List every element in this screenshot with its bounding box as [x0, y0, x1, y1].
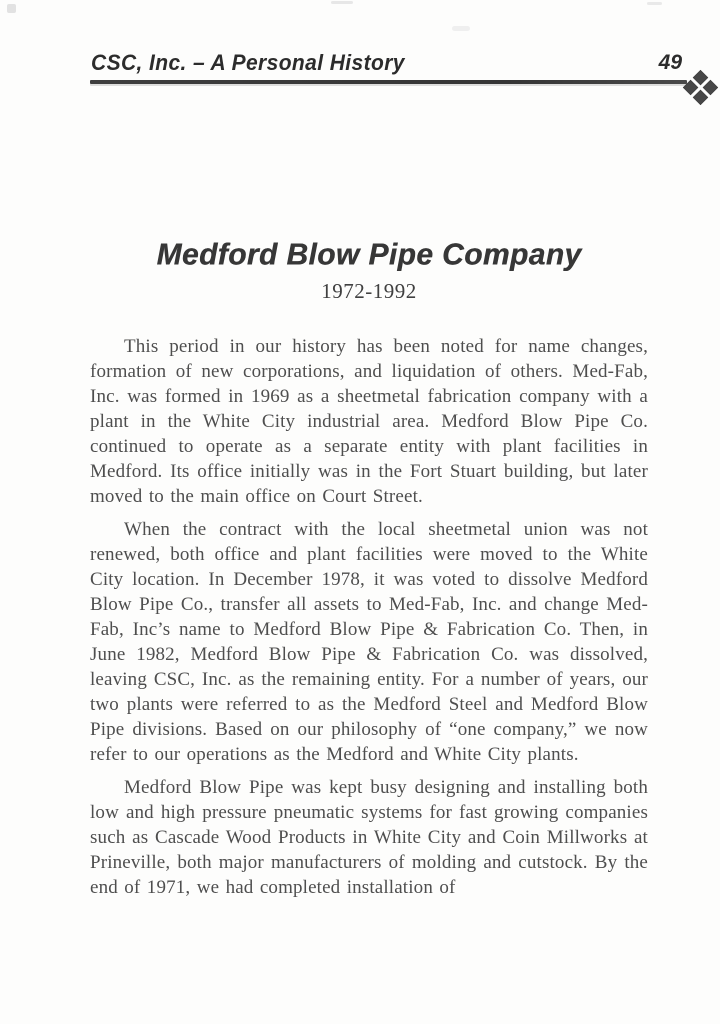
scan-artifact: [452, 26, 470, 31]
scan-artifact: [331, 1, 353, 4]
paragraph: Medford Blow Pipe was kept busy designing and installing both low and high pressure pneumatic systems for fast growing companies such as Cascade Wood Products in White City and Coin Millworks at Prineville, both major manufacturers of molding and cutstock. By the end of 1971, we had completed installation of: [90, 777, 648, 898]
running-header-title: CSC, Inc. – A Personal History: [91, 51, 405, 76]
diamond-icon: [703, 80, 719, 96]
scan-artifact: [647, 2, 662, 5]
page-number: 49: [658, 51, 682, 74]
diamond-icon: [693, 90, 709, 106]
chapter-title: Medford Blow Pipe Company: [156, 237, 582, 272]
chapter-heading: [90, 238, 648, 304]
paragraph: When the contract with the local sheetmetal union was not renewed, both office and plant facilities were moved to the White City location. In December 1978, it was voted to dissolve Medford Blow Pipe Co., transfer all assets to Med-Fab, Inc. and change Med-Fab, Inc’s name to Medford Blow Pipe & Fabrication Co. Then, in June 1982, Medford Blow Pipe & Fabrication Co. was dissolved, leaving CSC, Inc. as the remaining entity. For a number of years, our two plants were referred to as the Medford Steel and Medford Blow Pipe divisions. Based on our philosophy of “one company,” we now refer to our operations as the Medford and White City plants.: [90, 519, 648, 765]
paragraph: This period in our history has been noted for name changes, formation of new corporations, and liquidation of others. Med-Fab, Inc. was formed in 1969 as a sheetmetal fabrication company with a plant in the White City industrial area. Medford Blow Pipe Co. continued to operate as a separate entity with plant facilities in Medford. Its office initially was in the Fort Stuart building, but later moved to the main office on Court Street.: [90, 336, 648, 507]
body-text: [90, 334, 648, 900]
header-rule: [90, 80, 687, 84]
chapter-subtitle: 1972-1992: [321, 279, 417, 303]
scan-artifact: [7, 4, 16, 13]
four-diamond-ornament-icon: [683, 70, 718, 105]
